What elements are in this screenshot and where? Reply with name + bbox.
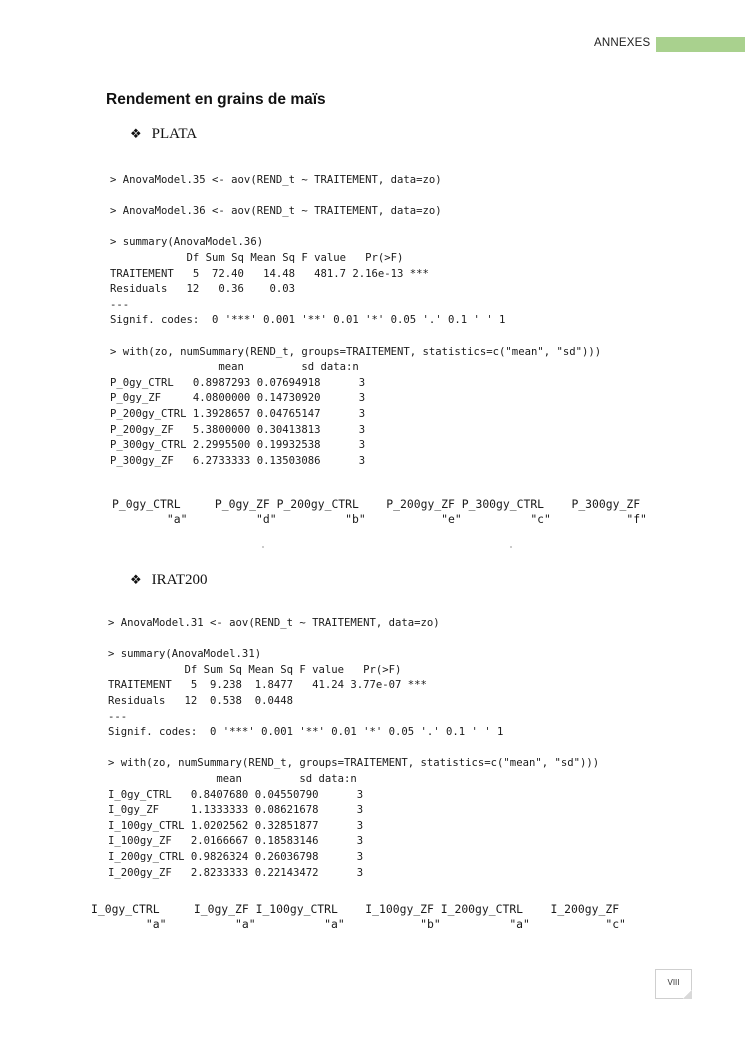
console-line: I_0gy_CTRL 0.8407680 0.04550790 3	[108, 788, 364, 801]
console-line: > with(zo, numSummary(REND_t, groups=TRAITEMENT, statistics=c("mean", "sd")))	[108, 757, 600, 770]
subheading-irat200-label: IRAT200	[151, 572, 208, 588]
console-line: P_200gy_CTRL 1.3928657 0.04765147 3	[110, 407, 366, 420]
console-line: P_200gy_ZF 5.3800000 0.30413813 3	[110, 423, 366, 436]
console-line: ---	[110, 298, 130, 311]
console-line: mean sd data:n	[108, 772, 357, 785]
groups-line: "a" "a" "a" "b" "a" "c"	[91, 916, 626, 931]
tukey-groups-irat200	[91, 902, 626, 931]
console-line: I_100gy_ZF 2.0166667 0.18583146 3	[108, 835, 364, 848]
tukey-groups-plata	[112, 497, 647, 526]
console-line: TRAITEMENT 5 9.238 1.8477 41.24 3.77e-07 ***	[108, 679, 427, 692]
scan-artifact	[262, 546, 264, 548]
console-line	[110, 189, 601, 205]
console-line: I_100gy_CTRL 1.0202562 0.32851877 3	[108, 819, 364, 832]
console-line: Residuals 12 0.538 0.0448	[108, 694, 293, 707]
console-line	[108, 632, 599, 648]
console-line: > with(zo, numSummary(REND_t, groups=TRAITEMENT, statistics=c("mean", "sd")))	[110, 345, 602, 358]
section-title: Rendement en grains de maïs	[106, 91, 326, 108]
console-line: P_0gy_CTRL 0.8987293 0.07694918 3	[110, 376, 366, 389]
r-console-output-irat200	[108, 616, 599, 881]
console-line	[108, 741, 599, 757]
console-line: P_300gy_ZF 6.2733333 0.13503086 3	[110, 454, 366, 467]
console-line: > summary(AnovaModel.31)	[108, 648, 262, 661]
header-annexes-label: ANNEXES	[594, 37, 651, 49]
console-line	[110, 220, 601, 236]
diamond-bullet-icon: ❖	[130, 572, 142, 587]
header-accent-bar	[656, 37, 745, 52]
console-line: TRAITEMENT 5 72.40 14.48 481.7 2.16e-13 ***	[110, 267, 429, 280]
groups-line: I_0gy_CTRL I_0gy_ZF I_100gy_CTRL I_100gy_ZF I_200gy_CTRL I_200gy_ZF	[91, 902, 620, 916]
console-line: I_200gy_CTRL 0.9826324 0.26036798 3	[108, 850, 364, 863]
console-line: Signif. codes: 0 '***' 0.001 '**' 0.01 '*' 0.05 '.' 0.1 ' ' 1	[110, 314, 506, 327]
console-line	[110, 329, 601, 345]
console-line: P_300gy_CTRL 2.2995500 0.19932538 3	[110, 439, 366, 452]
groups-line: "a" "d" "b" "e" "c" "f"	[112, 511, 647, 526]
console-line: I_200gy_ZF 2.8233333 0.22143472 3	[108, 866, 364, 879]
console-line: > AnovaModel.31 <- aov(REND_t ~ TRAITEMENT, data=zo)	[108, 617, 440, 629]
scan-artifact	[510, 546, 512, 548]
console-line: Df Sum Sq Mean Sq F value Pr(>F)	[108, 663, 402, 676]
console-line: P_0gy_ZF 4.0800000 0.14730920 3	[110, 392, 366, 405]
console-line: Signif. codes: 0 '***' 0.001 '**' 0.01 '*' 0.05 '.' 0.1 ' ' 1	[108, 726, 504, 739]
console-line: > AnovaModel.36 <- aov(REND_t ~ TRAITEMENT, data=zo)	[110, 205, 442, 218]
console-line: mean sd data:n	[110, 361, 359, 374]
r-console-output-plata	[110, 173, 601, 469]
console-line: I_0gy_ZF 1.1333333 0.08621678 3	[108, 804, 364, 817]
page-number: VIII	[655, 969, 692, 999]
console-line: Residuals 12 0.36 0.03	[110, 283, 295, 296]
console-line: > AnovaModel.35 <- aov(REND_t ~ TRAITEMENT, data=zo)	[110, 174, 442, 186]
console-line: ---	[108, 710, 128, 723]
diamond-bullet-icon: ❖	[130, 126, 142, 141]
subheading-irat200	[130, 572, 208, 589]
console-line: Df Sum Sq Mean Sq F value Pr(>F)	[110, 251, 404, 264]
subheading-plata	[130, 126, 197, 143]
console-line: > summary(AnovaModel.36)	[110, 236, 264, 249]
groups-line: P_0gy_CTRL P_0gy_ZF P_200gy_CTRL P_200gy_ZF P_300gy_CTRL P_300gy_ZF	[112, 497, 641, 511]
subheading-plata-label: PLATA	[151, 126, 198, 142]
